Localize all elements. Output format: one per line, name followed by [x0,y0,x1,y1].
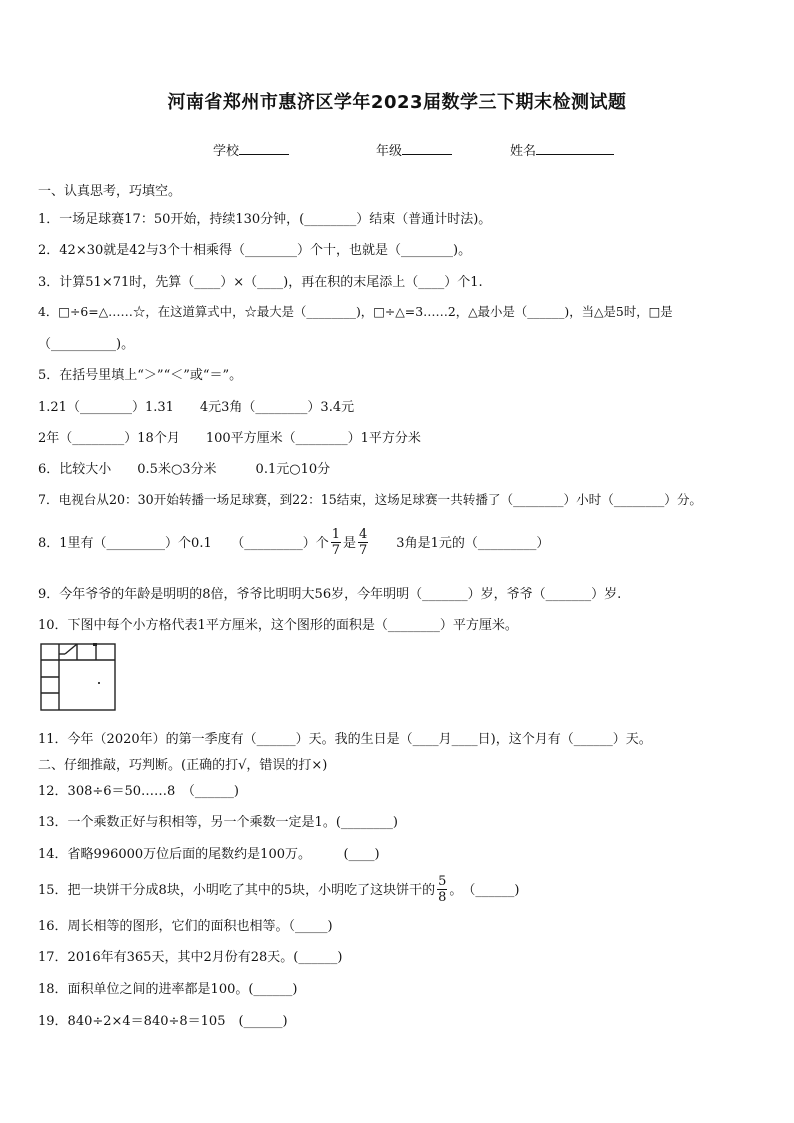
question-8-is: 是 [343,536,357,551]
grade-blank[interactable] [402,140,452,155]
grid-line [65,644,77,654]
school-label: 学校 [213,144,240,159]
question-13: 13．一个乘数正好与积相等，另一个乘数一定是1。(________) [38,815,398,830]
question-1: 1．一场足球赛17：50开始，持续130分钟，(________）结束（普通计时法)。 [38,212,492,227]
question-7: 7．电视台从20：30开始转播一场足球赛，到22：15结束，这场足球赛一共转播了（________）小时（________）分。 [38,492,703,507]
grid-figure [40,640,120,712]
fraction-one-seventh [331,527,341,558]
fraction-denominator: 7 [359,543,368,558]
question-8-part-1: 8．1里有（_________）个0.1 （_________）个 [38,536,329,551]
fraction-denominator: 7 [331,543,340,558]
question-19: 19．840÷2×4＝840÷8＝105 (______) [38,1014,288,1029]
question-5-row-2: 2年（________）18个月 100平方厘米（________）1平方分米 [38,431,421,446]
school-field[interactable] [213,140,289,159]
school-blank[interactable] [239,140,289,155]
question-8 [38,528,549,559]
question-12: 12．308÷6＝50……8 （______) [38,784,239,799]
grid-mark [93,643,97,646]
fraction-numerator: 1 [331,527,340,542]
question-4: 4．□÷6=△……☆，在这道算式中，☆最大是（________)，□÷△=3……2，△最小是（______)，当△是5时，□是 [38,304,673,319]
question-18: 18．面积单位之间的进率都是100。(______) [38,982,298,997]
question-5: 5．在括号里填上“＞”“＜”或“＝”。 [38,368,243,383]
page-title: 河南省郑州市惠济区学年2023届数学三下期末检测试题 [167,92,627,113]
question-15 [38,875,519,906]
fraction-four-sevenths [358,527,368,558]
question-14: 14．省略996000万位后面的尾数约是100万。 (____) [38,847,380,862]
fraction-numerator: 4 [359,527,368,542]
name-field[interactable] [510,140,614,159]
grid-lines [41,644,115,710]
question-16: 16．周长相等的图形，它们的面积也相等。（_____) [38,919,333,934]
question-15-part-2: 。 （______) [449,883,520,898]
question-17: 17．2016年有365天，其中2月份有28天。(______) [38,950,343,965]
fraction-denominator: 8 [438,890,447,905]
section-1-heading: 一、认真思考，巧填空。 [38,184,182,199]
question-11: 11．今年（2020年）的第一季度有（______）天。我的生日是（____月____日)，这个月有（______）天。 [38,732,652,747]
question-4-continued: （__________)。 [38,337,135,352]
name-label: 姓名 [510,144,537,159]
grid-mark [98,682,100,684]
grade-label: 年级 [376,144,403,159]
question-2: 2．42×30就是42与3个十相乘得（________）个十，也就是（________)。 [38,243,472,258]
section-2-heading: 二、仔细推敲，巧判断。(正确的打√，错误的打×) [38,758,328,773]
fraction-five-eighths [437,874,447,905]
grade-field[interactable] [376,140,452,159]
fraction-numerator: 5 [438,874,447,889]
question-8-part-2: 3角是1元的（_________） [370,536,550,551]
question-9: 9．今年爷爷的年龄是明明的8倍，爷爷比明明大56岁，今年明明（_______）岁，爷爷（_______）岁. [38,587,622,602]
question-6: 6．比较大小 0.5米○3分米 0.1元○10分 [38,462,331,477]
question-5-row-1: 1.21（________）1.31 4元3角（________）3.4元 [38,400,355,415]
question-15-part-1: 15．把一块饼干分成8块，小明吃了其中的5块，小明吃了这块饼干的 [38,883,436,898]
name-blank[interactable] [536,140,614,155]
question-10: 10．下图中每个小方格代表1平方厘米，这个图形的面积是（________）平方厘米。 [38,618,518,633]
question-3: 3．计算51×71时，先算（____）×（____)，再在积的末尾添上（____）个1. [38,275,483,290]
